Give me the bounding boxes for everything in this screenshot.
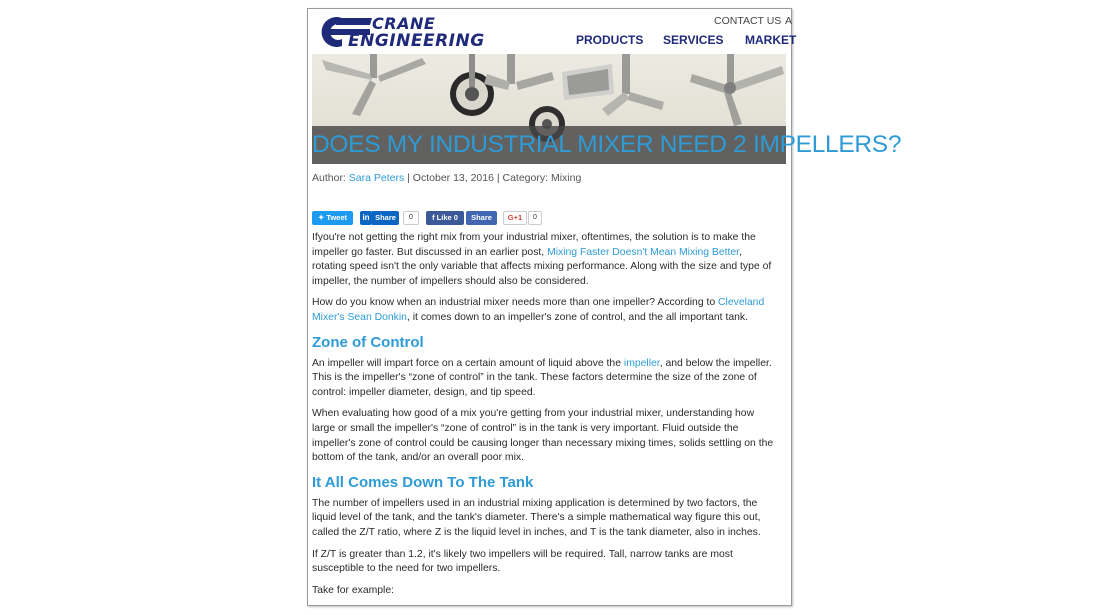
nav-services[interactable]: SERVICES	[663, 33, 724, 47]
twitter-icon: ✦	[317, 213, 327, 222]
linkedin-icon[interactable]: in	[360, 211, 372, 225]
facebook-icon: f	[432, 213, 437, 222]
facebook-like-button[interactable]	[426, 211, 464, 225]
facebook-share-button[interactable]: Share	[466, 211, 497, 225]
cleveland-mixer-link[interactable]: Cleveland Mixer's Sean Donkin	[312, 297, 765, 323]
google-plus-button[interactable]: G+1	[503, 211, 527, 225]
browser-page	[307, 8, 902, 606]
contact-us-link[interactable]: CONTACT US	[714, 15, 782, 27]
article-paragraph: The number of impellers used in an industrial mixing application is determined by two factors, the liquid level of the tank, and the tank's diameter. There's a simple mathematical way figure this out, called the Z/T ratio, where Z is the liquid level in inches, and T is the tank diameter, also in inches.	[312, 497, 761, 538]
author-label: Author:	[312, 172, 346, 184]
article-paragraph: Ifyou're not getting the right mix from your industrial mixer, oftentimes, the solution is to make the impeller go faster. But discussed in an earlier post, Mixing Faster Doesn't Mean Mixing Better, rotating speed isn't the only variable that affects mixing performance. Along with the size and type of impeller, the number of impellers should also be considered.	[312, 232, 772, 287]
tweet-label: Tweet	[326, 213, 348, 222]
article-paragraph: When evaluating how good of a mix you're getting from your industrial mixer, understanding how large or small the impeller's “zone of control” is in the tank is very important. Fluid outside the impeller's zone of control could be causing longer than necessary mixing times, solids settling on the bottom of the tank, and/or an overall poor mix.	[312, 408, 774, 464]
author-link[interactable]: Sara Peters	[348, 172, 405, 184]
article-paragraph: An impeller will impart force on a certain amount of liquid above the impeller, and below the impeller. This is the impeller's “zone of control” in the tank. These factors determine the size of the zone of control: impeller diameter, design, and tip speed.	[312, 357, 772, 398]
nav-products[interactable]: PRODUCTS	[576, 33, 644, 47]
google-plus-count: 0	[528, 211, 542, 225]
linkedin-share-count: 0	[403, 211, 419, 225]
post-date: | October 13, 2016 | Category:	[407, 172, 549, 184]
utility-link-truncated[interactable]: A	[785, 15, 793, 27]
heading-tank: It All Comes Down To The Tank	[312, 473, 534, 491]
linkedin-share-button[interactable]: Share	[372, 211, 399, 225]
logo-text-engineering: ENGINEERING	[348, 31, 485, 51]
page-title: DOES MY INDUSTRIAL MIXER NEED 2 IMPELLERS?	[312, 131, 902, 158]
crane-engineering-logo[interactable]	[312, 14, 502, 50]
tweet-button[interactable]	[312, 211, 353, 225]
article-body	[312, 231, 774, 605]
site-header	[308, 9, 797, 55]
mixing-faster-link[interactable]: Mixing Faster Doesn't Mean Mixing Better	[547, 246, 740, 258]
facebook-like-label: Like 0	[436, 213, 458, 222]
nav-markets[interactable]: MARKET	[745, 33, 797, 47]
heading-zone-of-control: Zone of Control	[312, 333, 424, 351]
post-meta	[312, 172, 581, 184]
impeller-link[interactable]: impeller	[623, 357, 660, 369]
logo-text-crane: CRANE	[372, 14, 436, 33]
article-paragraph: Take for example:	[312, 584, 395, 596]
hero-banner	[312, 54, 902, 164]
category-value: Mixing	[550, 172, 582, 184]
article-paragraph: If Z/T is greater than 1.2, it's likely two impellers will be required. Tall, narrow tanks are most susceptible to the need for two impellers.	[312, 548, 733, 575]
article-paragraph: How do you know when an industrial mixer needs more than one impeller? According to Cleveland Mixer's Sean Donkin, it comes down to an impeller's zone of control, and the all important tank.	[312, 297, 765, 323]
